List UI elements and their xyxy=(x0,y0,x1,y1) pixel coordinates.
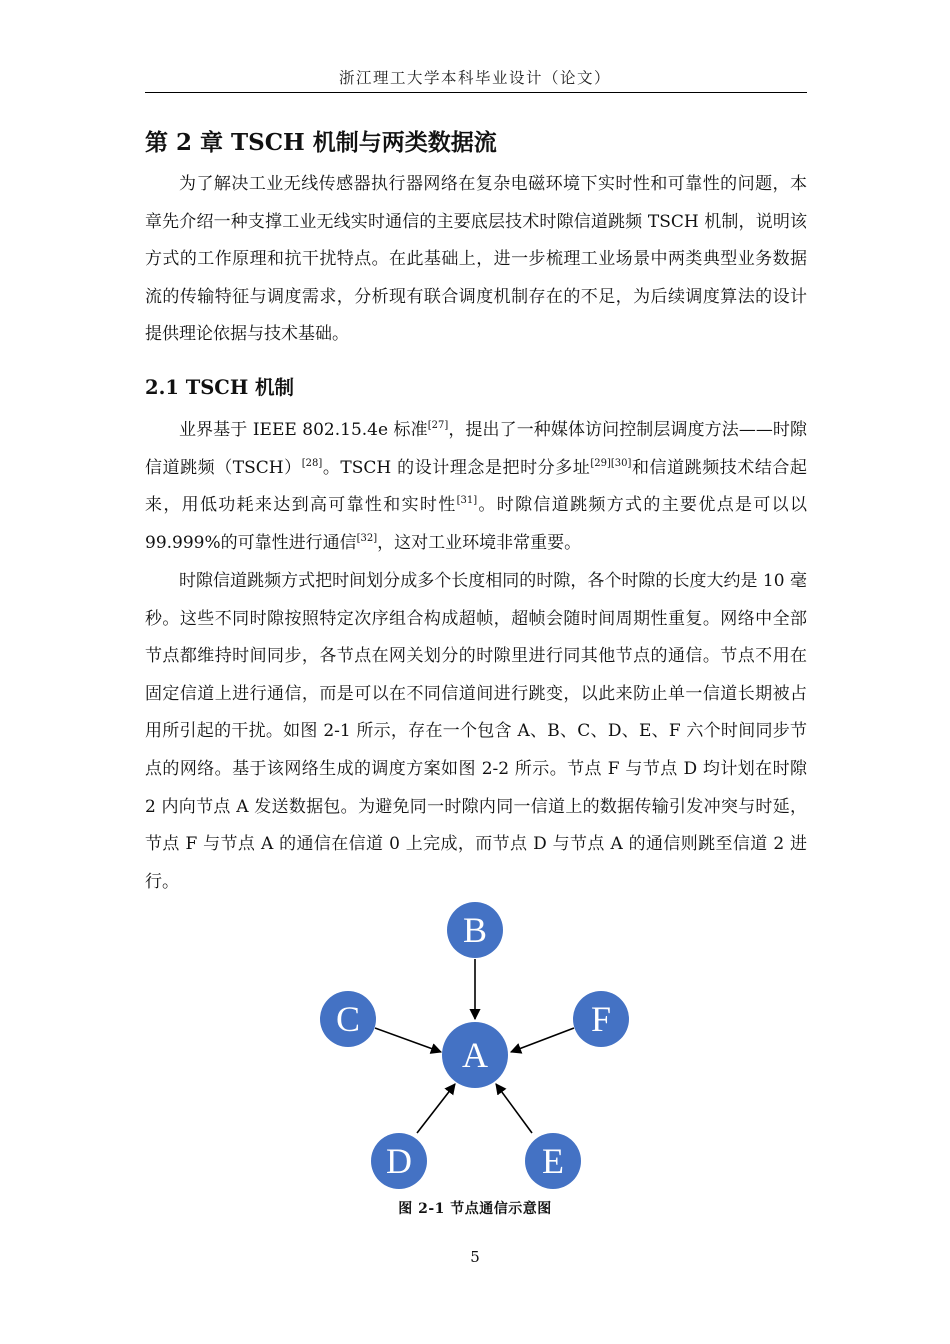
figure-caption: 图 2-1 节点通信示意图 xyxy=(398,1201,552,1217)
citation-28[interactable]: [28] xyxy=(301,457,323,469)
page-number: 5 xyxy=(470,1248,480,1266)
node-a xyxy=(442,1022,508,1088)
node-c-label: C xyxy=(335,999,361,1039)
citation-29-30[interactable]: [29][30] xyxy=(590,457,632,469)
edge-f-to-a xyxy=(511,1028,574,1052)
section-title: 2.1 TSCH 机制 xyxy=(145,376,295,399)
node-a-label: A xyxy=(462,1035,488,1075)
edge-d-to-a xyxy=(417,1084,455,1133)
citation-27[interactable]: [27] xyxy=(427,420,449,431)
node-communication-diagram xyxy=(300,895,650,1195)
citation-31[interactable]: [31] xyxy=(456,495,478,507)
timeslot-paragraph: 时隙信道跳频方式把时间划分成多个长度相同的时隙，各个时隙的长度大约是 10 毫秒。这些不同时隙按照特定次序组合构成超帧，超帧会随时间周期性重复。网络中全部节点都维持时间同步，各节点在网关划分的时隙里进行同其他节点的通信。节点不用在固定信道上进行通信，而是可以在不同信道间进行跳变，以此来防止单一信道长期被占用所引起的干扰。如图 2-1 所示，存在一个包含 A、B、C、D、E、F 六个时间同步节点的网络。基于该网络生成的调度方案如图 2-2 所示。节点 F 与节点 D 均计划在时隙 2 内向节点 A 发送数据包。为避免同一时隙内同一信道上的数据传输引发冲突与时延，节点 F 与节点 A 的通信在信道 0 上完成，而节点 D 与节点 A 的通信则跳至信道 2 进行。 xyxy=(145,571,807,892)
intro-paragraph: 为了解决工业无线传感器执行器网络在复杂电磁环境下实时性和可靠性的问题，本章先介绍一种支撑工业无线实时通信的主要底层技术时隙信道跳频 TSCH 机制，说明该方式的工作原理和抗干扰特点。在此基础上，进一步梳理工业场景中两类典型业务数据流的传输特征与调度需求，分析现有联合调度机制存在的不足，为后续调度算法的设计提供理论依据与技术基础。 xyxy=(145,174,807,345)
node-f xyxy=(573,991,629,1047)
edge-e-to-a xyxy=(496,1084,532,1133)
node-b xyxy=(447,902,503,958)
para2-text-2: ，提出了一种媒体访问控制层调度方法——时隙信道跳频（TSCH） xyxy=(145,420,808,478)
header-rule xyxy=(145,92,807,93)
para2-text-4: 和信道跳频技术结合起来，用低功耗来达到高可靠性和实时性 xyxy=(145,457,807,516)
tsch-intro-paragraph xyxy=(145,412,807,562)
node-d-label: D xyxy=(386,1141,412,1181)
chapter-title: 第 2 章 TSCH 机制与两类数据流 xyxy=(145,129,497,156)
node-b-label: B xyxy=(462,910,488,950)
running-header: 浙江理工大学本科毕业设计（论文） xyxy=(338,69,611,87)
para2-text-5: 。时隙信道跳频方式的主要优点是可以以 99.999%的可靠性进行通信 xyxy=(145,495,808,553)
para2-text-3: 。TSCH 的设计理念是把时分多址 xyxy=(322,457,591,478)
edge-c-to-a xyxy=(375,1028,441,1052)
node-d xyxy=(371,1133,427,1189)
node-e xyxy=(525,1133,581,1189)
node-f-label: F xyxy=(590,999,612,1039)
citation-32[interactable]: [32] xyxy=(356,532,378,544)
para2-text-6: ，这对工业环境非常重要。 xyxy=(377,532,582,553)
node-c xyxy=(320,991,376,1047)
node-e-label: E xyxy=(542,1141,564,1181)
para2-text-1: 业界基于 IEEE 802.15.4e 标准 xyxy=(179,420,428,440)
